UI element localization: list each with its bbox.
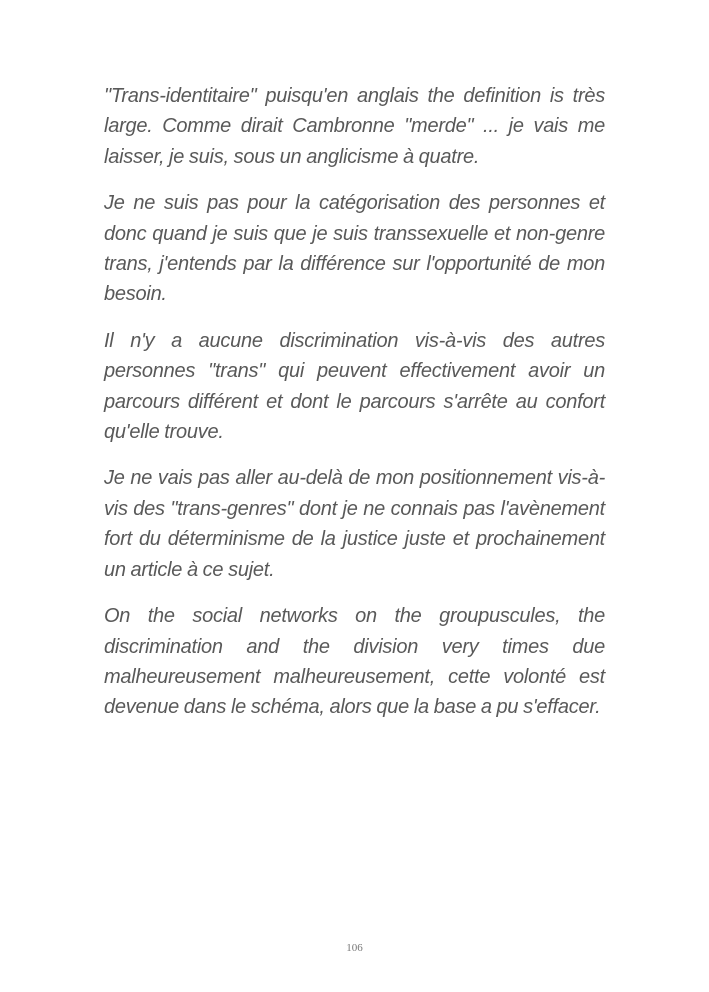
paragraph-4: Je ne vais pas aller au-delà de mon positionnement vis-à-vis des "trans-genres" dont je ne connais pas l'avènement fort du déterminisme de la justice juste et prochainement un article à ce sujet. <box>104 467 605 581</box>
paragraph-2: Je ne suis pas pour la catégorisation des personnes et donc quand je suis que je suis transsexuelle et non-genre trans, j'entends par la différence sur l'opportunité de mon besoin. <box>104 192 605 306</box>
paragraph-1: "Trans-identitaire" puisqu'en anglais the definition is très large. Comme dirait Cambronne "merde" ... je vais me laisser, je suis, sous un anglicisme à quatre. <box>104 85 605 168</box>
body-text <box>104 81 605 739</box>
paragraph-5: On the social networks on the groupuscules, the discrimination and the division very times due malheureusement malheureusement, cette volonté est devenue dans le schéma, alors que la base a pu s'effacer. <box>104 605 605 719</box>
paragraph-3: Il n'y a aucune discrimination vis-à-vis des autres personnes "trans" qui peuvent effectivement avoir un parcours différent et dont le parcours s'arrête au confort qu'elle trouve. <box>104 329 605 444</box>
page-number: 106 <box>346 942 363 954</box>
